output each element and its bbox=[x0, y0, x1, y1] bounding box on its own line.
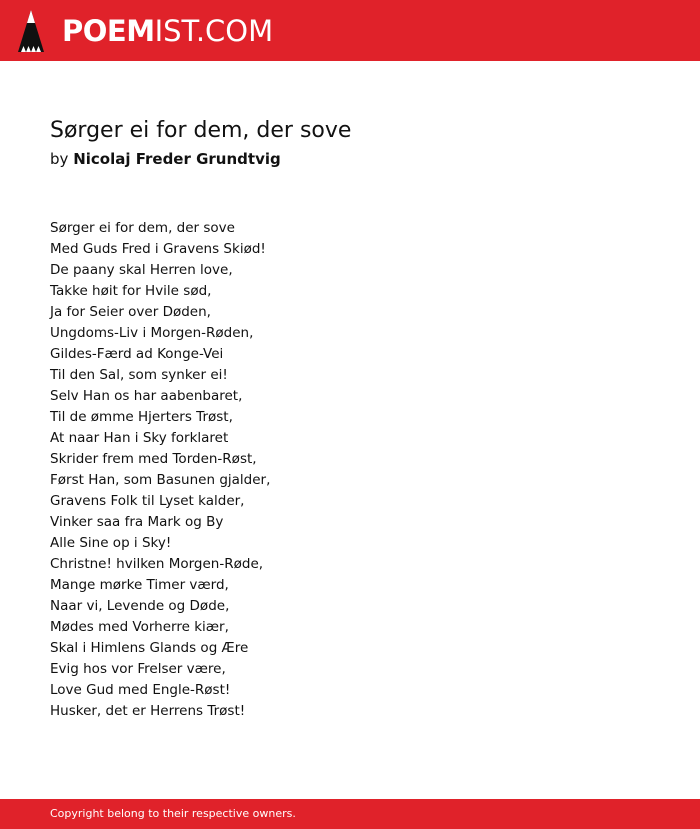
pencil-tip-icon[interactable] bbox=[18, 10, 44, 52]
poem-line: Vinker saa fra Mark og By bbox=[50, 514, 224, 530]
poem-line: Mange mørke Timer værd, bbox=[50, 577, 229, 593]
poem-line: Ungdoms-Liv i Morgen-Røden, bbox=[50, 325, 254, 341]
poem-line: Love Gud med Engle-Røst! bbox=[50, 682, 231, 698]
poem-line: Christne! hvilken Morgen-Røde, bbox=[50, 556, 264, 572]
poem-line: Med Guds Fred i Gravens Skiød! bbox=[50, 241, 266, 257]
logo-light-text: IST.COM bbox=[154, 14, 274, 48]
poem-line: Gildes-Færd ad Konge-Vei bbox=[50, 346, 224, 362]
poem-line: Sørger ei for dem, der sove bbox=[50, 220, 235, 236]
logo-strong-text: POEM bbox=[62, 14, 155, 48]
poem-line: Til den Sal, som synker ei! bbox=[50, 367, 228, 383]
author-name: Nicolaj Freder Grundtvig bbox=[73, 150, 281, 168]
poem-line: Til de ømme Hjerters Trøst, bbox=[50, 409, 233, 425]
poem-title: Sørger ei for dem, der sove bbox=[50, 118, 352, 143]
poem-line: Først Han, som Basunen gjalder, bbox=[50, 472, 271, 488]
poem-line: Mødes med Vorherre kiær, bbox=[50, 619, 229, 635]
poem-line: Selv Han os har aabenbaret, bbox=[50, 388, 243, 404]
by-label: by bbox=[50, 150, 69, 168]
poem-line: At naar Han i Sky forklaret bbox=[50, 430, 229, 446]
site-header bbox=[0, 0, 700, 61]
poem-line: Gravens Folk til Lyset kalder, bbox=[50, 493, 245, 509]
poem-line: De paany skal Herren love, bbox=[50, 262, 233, 278]
byline bbox=[50, 148, 281, 170]
site-logo[interactable] bbox=[62, 13, 273, 49]
poem-line: Skrider frem med Torden-Røst, bbox=[50, 451, 257, 467]
copyright-text: Copyright belong to their respective owners. bbox=[50, 807, 296, 820]
site-footer bbox=[0, 799, 700, 829]
poem-line: Naar vi, Levende og Døde, bbox=[50, 598, 230, 614]
poem-line: Alle Sine op i Sky! bbox=[50, 535, 172, 551]
poem-line: Skal i Himlens Glands og Ære bbox=[50, 640, 249, 656]
poem-line: Ja for Seier over Døden, bbox=[50, 304, 211, 320]
poem-line: Husker, det er Herrens Trøst! bbox=[50, 703, 246, 719]
poem-body bbox=[50, 218, 650, 722]
poem-line: Takke høit for Hvile sød, bbox=[50, 283, 212, 299]
poem-line: Evig hos vor Frelser være, bbox=[50, 661, 226, 677]
